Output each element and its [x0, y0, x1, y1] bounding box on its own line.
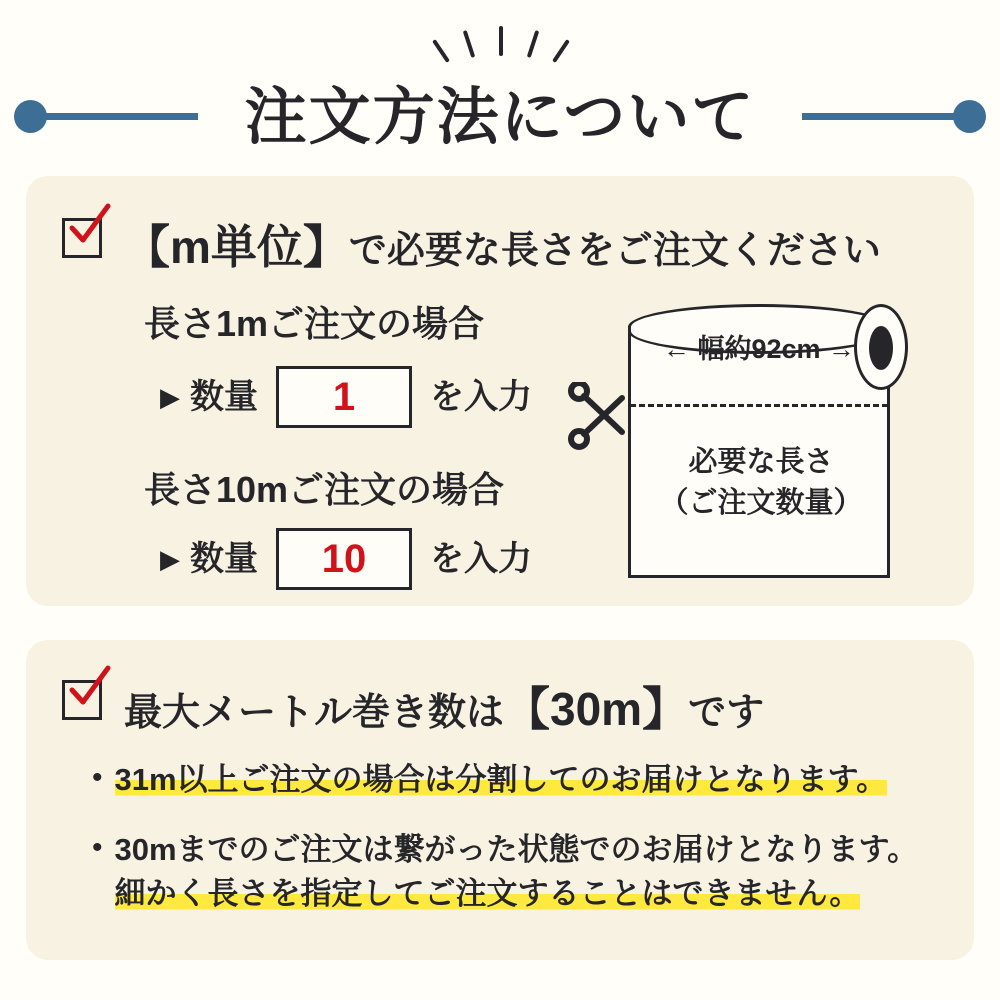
sparkle-decoration-icon	[437, 26, 567, 66]
section2-heading-suffix: です	[688, 692, 765, 734]
case1-qty-input[interactable]	[276, 366, 412, 428]
case1-qty-value: 1	[332, 375, 356, 419]
section1-heading	[124, 221, 881, 273]
case2-qty-value: 10	[321, 537, 367, 581]
section-max-length	[26, 640, 974, 960]
page-title	[0, 78, 1000, 158]
section1-heading-bracket: 【m単位】	[124, 221, 349, 273]
section2-heading	[124, 683, 765, 735]
bullet-text	[115, 758, 888, 802]
case1-enter-label: を入力	[430, 378, 532, 416]
section2-heading-bracket: 【30m】	[504, 683, 689, 735]
bullet-line: 30mまでのご注文は繋がった状態でのお届けとなります。	[114, 832, 919, 867]
case2-qty-label: 数量	[190, 540, 258, 578]
case1-input-row	[160, 366, 532, 428]
roll-length-line2: （ご注文数量）	[659, 487, 863, 520]
page-title-text: 注文方法について	[244, 83, 756, 152]
triangle-icon: ▶	[160, 382, 180, 412]
triangle-icon: ▶	[160, 544, 180, 574]
check-icon	[66, 664, 112, 710]
list-item	[92, 828, 918, 916]
bullet-text	[115, 828, 919, 916]
case2-input-row	[160, 528, 532, 590]
roll-length-line1: 必要な長さ	[688, 446, 834, 478]
case1-qty-label: 数量	[190, 378, 258, 416]
section2-heading-prefix: 最大メートル巻き数は	[124, 692, 505, 734]
list-item	[92, 758, 887, 802]
case2-label: 長さ10mご注文の場合	[144, 469, 505, 510]
section1-heading-rest: で必要な長さをご注文ください	[348, 230, 881, 272]
wallpaper-roll-illustration	[566, 300, 926, 590]
cut-line	[630, 404, 888, 407]
case2-qty-input[interactable]	[276, 528, 412, 590]
case2-enter-label: を入力	[430, 540, 532, 578]
bullet-icon: •	[92, 761, 103, 794]
roll-length-label	[636, 442, 886, 524]
case1-label: 長さ1mご注文の場合	[144, 303, 485, 344]
roll-width-label: ← 幅約92cm →	[662, 334, 856, 364]
bullet-line: 31m以上ご注文の場合は分割してのお届けとなります。	[114, 762, 888, 797]
bullet-line: 細かく長さを指定してご注文することはできません。	[114, 876, 861, 912]
scissors-icon	[566, 382, 636, 452]
bullet-icon: •	[92, 831, 103, 864]
check-icon	[66, 202, 112, 248]
